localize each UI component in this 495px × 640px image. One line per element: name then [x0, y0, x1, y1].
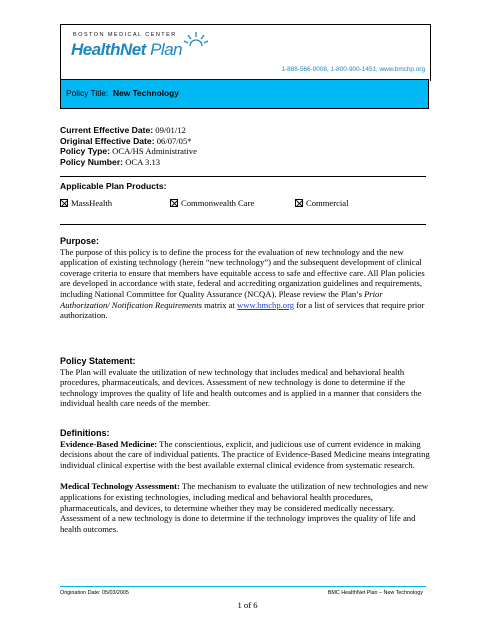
policy-statement-heading: Policy Statement: — [60, 356, 136, 366]
purpose-heading: Purpose: — [60, 236, 100, 246]
definition-term: Evidence-Based Medicine: — [60, 438, 158, 449]
plan-commercial — [295, 198, 348, 208]
policy-number-label: Policy Number: — [60, 156, 124, 167]
plan-commonwealth-care — [170, 198, 254, 208]
purpose-text-italic: Prior Authorization/ Notification Requirements — [60, 288, 383, 310]
plan-label: Commercial — [306, 198, 349, 208]
checked-checkbox-icon — [60, 199, 68, 207]
original-date-value: 06/07/05* — [156, 135, 192, 146]
header-box — [60, 24, 431, 81]
policy-type-label: Policy Type: — [60, 146, 110, 157]
policy-title — [66, 88, 179, 98]
policy-statement-text: The Plan will evaluate the utilization of new technology that includes medical and behavioral health procedures, pharmaceuticals, and devices. Assessment of new technology is done to determine if the technology improves the quality of life and health outcomes and is applied in a manner that considers the individual health care needs of the member. — [60, 366, 422, 409]
checked-checkbox-icon — [170, 199, 178, 207]
policy-statement-section — [60, 356, 430, 409]
purpose-text-a: The purpose of this policy is to define the process for the evaluation of new technology and the new application of existing technology (herein “new technology”) and the subsequent development of clinical coverage criteria to ensure that members have equitable access to safe and effective care. All Plan policies are developed in accordance with state, federal and accrediting organization guidelines and requirements, including National Committee for Quality Assurance (NCQA). Please review the Plan’s — [60, 246, 425, 299]
checked-checkbox-icon — [295, 199, 303, 207]
policy-title-value: New Technology — [113, 88, 179, 98]
purpose-text-c: for a list of services that require prior authorization. — [60, 299, 425, 321]
logo-brand-plan: Plan — [150, 40, 183, 59]
purpose-text — [60, 247, 430, 321]
definition-term: Medical Technology Assessment: — [60, 481, 180, 492]
original-date-row — [60, 136, 197, 147]
footer-divider — [60, 586, 426, 587]
purpose-text-b: matrix at — [201, 299, 238, 310]
policy-title-label: Policy Title: — [66, 88, 109, 98]
policy-type-value: OCA/HS Administrative — [112, 146, 197, 157]
page-number: 1 of 6 — [237, 600, 258, 610]
policy-type-row — [60, 146, 197, 157]
definitions-heading: Definitions: — [60, 428, 110, 438]
footer-doc-name: BMC HealthNet Plan – New Technology — [327, 590, 423, 596]
logo-brand-healthnet: HealthNet — [71, 40, 146, 59]
effective-date-label: Current Effective Date: — [60, 125, 154, 135]
effective-date-value: 09/01/12 — [155, 125, 186, 135]
divider-bottom — [60, 224, 426, 225]
plan-masshealth — [60, 198, 112, 208]
original-date-label: Original Effective Date: — [60, 135, 155, 146]
plan-label: MassHealth — [71, 198, 113, 208]
policy-number-value: OCA 3.13 — [125, 156, 161, 167]
sun-icon — [182, 30, 210, 50]
logo-brand — [71, 40, 182, 60]
definition-text: The conscientious, explicit, and judicious use of current evidence in making decisions about the care of individual patients. The practice of Evidence-Based Medicine means integrating individual clinical expertise with the best available external clinical evidence from systematic research. — [60, 438, 430, 470]
policy-number-row — [60, 157, 197, 168]
logo-org-name: BOSTON MEDICAL CENTER — [73, 32, 177, 38]
contact-line: 1-888-566-0008, 1-800-900-1451, www.bmchp.org — [281, 66, 425, 73]
policy-title-bar — [60, 79, 429, 109]
plan-label: Commonwealth Care — [181, 198, 255, 208]
plan-products-heading: Applicable Plan Products: — [60, 181, 167, 191]
divider-top — [60, 176, 426, 177]
plan-products-list — [60, 198, 426, 212]
bmchp-link[interactable]: www.bmchp.org — [237, 299, 295, 310]
effective-date-row — [60, 125, 197, 136]
footer-origination-date: Origination Date: 05/03/2005 — [60, 590, 129, 596]
definition-ebm — [60, 439, 430, 471]
policy-meta — [60, 125, 197, 167]
definitions-section — [60, 428, 430, 534]
definition-mta — [60, 481, 430, 534]
bmc-healthnet-logo — [70, 30, 270, 76]
definition-text: The mechanism to evaluate the utilization of new technologies and new applications for existing technologies, including medical and behavioral health procedures, pharmaceuticals, and devices, to determine whether they may be considered medically necessary. Assessment of a new technology is done to determine if the technology improves the quality of life and health outcomes. — [60, 481, 429, 534]
purpose-section — [60, 236, 430, 321]
